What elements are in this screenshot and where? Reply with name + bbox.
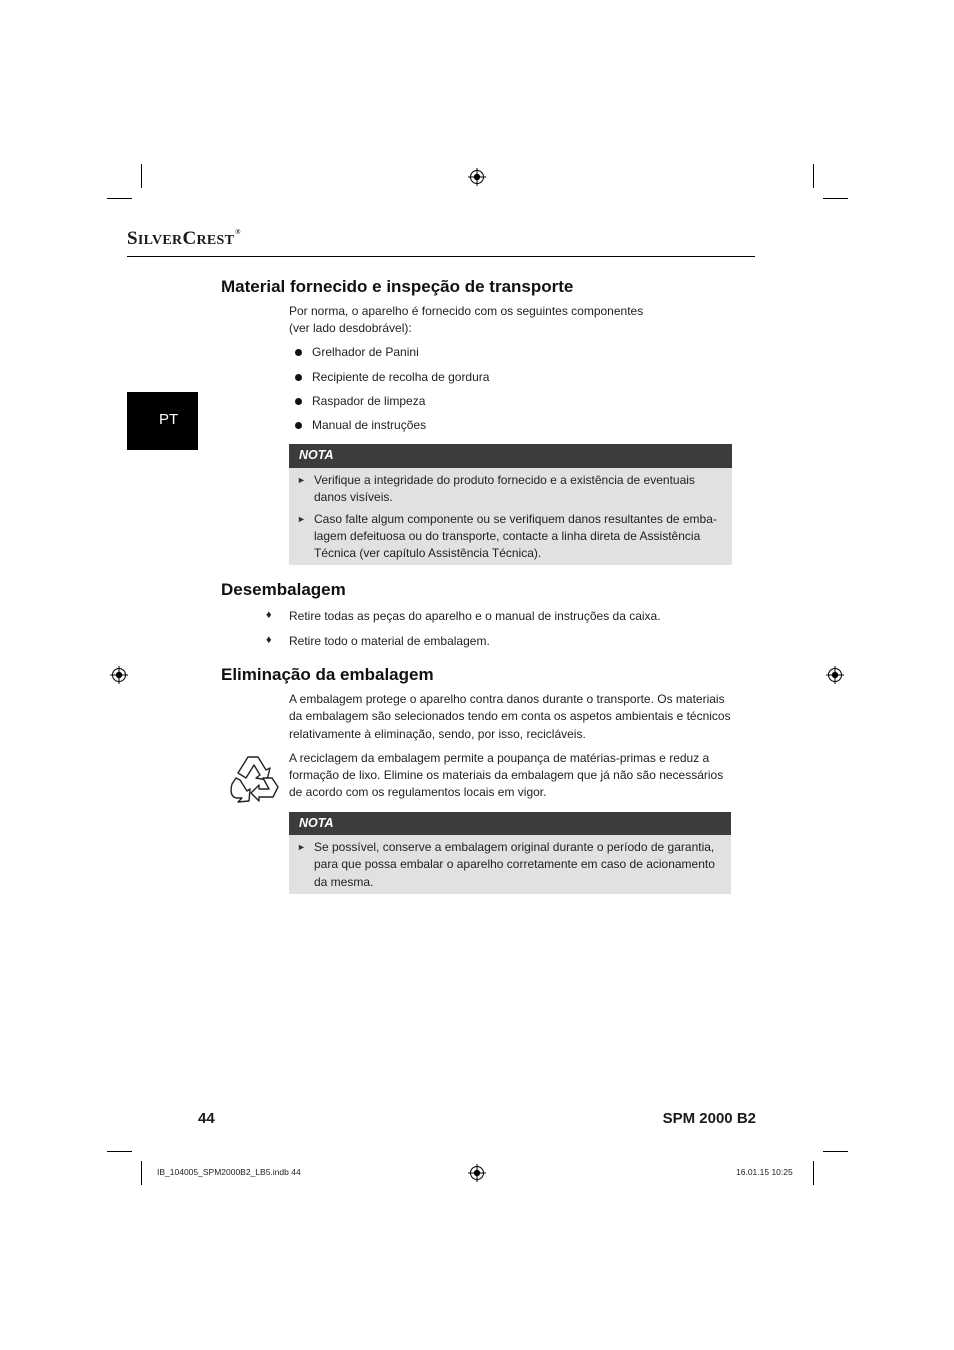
section-title-disposal: Eliminação da embalagem [221, 665, 434, 684]
note-text: Técnica (ver capítulo Assistência Técnica). [314, 546, 542, 560]
page-number: 44 [198, 1110, 215, 1127]
arrow-bullet-icon: ► [297, 475, 306, 485]
paragraph-line: A reciclagem da embalagem permite a poupança de matérias-primas e reduz a [289, 751, 710, 765]
note-header: NOTA [289, 444, 732, 468]
crop-mark [823, 1151, 848, 1152]
bullet-icon [295, 422, 302, 429]
file-info: IB_104005_SPM2000B2_LB5.indb 44 [157, 1167, 301, 1177]
note-text: para que possa embalar o aparelho corretamente em caso de acionamento [314, 857, 715, 871]
arrow-bullet-icon: ► [297, 514, 306, 524]
diamond-bullet-icon: ♦ [266, 634, 272, 646]
paragraph-line: da embalagem são selecionados tendo em conta os aspetos ambientais e técnicos [289, 709, 731, 723]
note-text: da mesma. [314, 875, 374, 889]
header-rule [127, 256, 755, 257]
paragraph-line: A embalagem protege o aparelho contra danos durante o transporte. Os materiais [289, 692, 725, 706]
intro-line: Por norma, o aparelho é fornecido com os seguintes componentes [289, 304, 644, 318]
recycling-icon [226, 752, 284, 806]
paragraph-line: relativamente à eliminação, sendo, por isso, recicláveis. [289, 727, 586, 741]
silvercrest-logo: SILVERCREST® [127, 228, 241, 249]
list-item: Recipiente de recolha de gordura [312, 370, 490, 384]
registration-mark-icon [468, 1164, 486, 1182]
diamond-bullet-icon: ♦ [266, 609, 272, 621]
step-item: Retire todo o material de embalagem. [289, 634, 490, 648]
registration-mark-icon [826, 666, 844, 684]
bullet-icon [295, 374, 302, 381]
bullet-icon [295, 398, 302, 405]
note-text: Verifique a integridade do produto fornecido e a existência de eventuais [314, 473, 695, 487]
note-text: danos visíveis. [314, 490, 393, 504]
note-text: Caso falte algum componente ou se verifiquem danos resultantes de emba- [314, 512, 717, 526]
step-item: Retire todas as peças do aparelho e o manual de instruções da caixa. [289, 609, 661, 623]
section-title-unpacking: Desembalagem [221, 580, 346, 599]
crop-mark [141, 1161, 142, 1185]
registration-mark-icon [110, 666, 128, 684]
note-text: Se possível, conserve a embalagem original durante o período de garantia, [314, 840, 715, 854]
crop-mark [813, 164, 814, 188]
language-tab: PT [127, 392, 198, 450]
bullet-icon [295, 349, 302, 356]
note-header: NOTA [289, 812, 731, 835]
crop-mark [813, 1161, 814, 1185]
crop-mark [107, 1151, 132, 1152]
paragraph-line: formação de lixo. Elimine os materiais da embalagem que já não são necessários [289, 768, 724, 782]
note-text: lagem defeituosa ou do transporte, contacte a linha direta de Assistência [314, 529, 701, 543]
paragraph-line: de acordo com os regulamentos locais em vigor. [289, 785, 547, 799]
list-item: Manual de instruções [312, 418, 427, 432]
crop-mark [141, 164, 142, 188]
registration-mark-icon [468, 168, 486, 186]
crop-mark [107, 198, 132, 199]
intro-line: (ver lado desdobrável): [289, 321, 412, 335]
print-date: 16.01.15 10:25 [736, 1167, 793, 1177]
list-item: Raspador de limpeza [312, 394, 426, 408]
crop-mark [823, 198, 848, 199]
arrow-bullet-icon: ► [297, 842, 306, 852]
list-item: Grelhador de Panini [312, 345, 419, 359]
model-number: SPM 2000 B2 [662, 1110, 756, 1127]
section-title-material: Material fornecido e inspeção de transporte [221, 277, 574, 296]
